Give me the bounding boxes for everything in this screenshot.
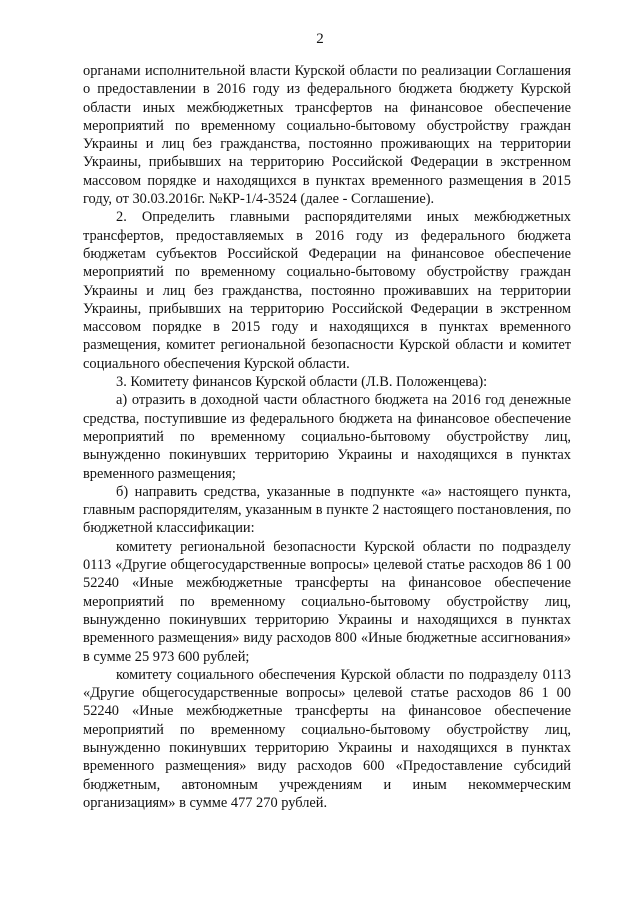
paragraph-subitem-b: б) направить средства, указанные в подпункте «а» настоящего пункта, главным распорядителям, указанным в пункте 2 настоящего постановления, по бюджетной классификации: — [83, 483, 571, 537]
paragraph-regional-security: комитету региональной безопасности Курской области по подразделу 0113 «Другие общегосударственные вопросы» целевой статье расходов 86 1 00 52240 «Иные межбюджетные трансферты на финансовое обеспечение мероприятий по временному социально-бытовому обустройству лиц, вынужденно покинувших территорию Украины и находящихся в пунктах временного размещения» виду расходов 800 «Иные бюджетные ассигнования» в сумме 25 973 600 рублей; — [83, 538, 571, 665]
paragraph-item-3: 3. Комитету финансов Курской области (Л.В. Положенцева): — [116, 374, 488, 391]
paragraph-subitem-a: а) отразить в доходной части областного бюджета на 2016 год денежные средства, поступившие из федерального бюджета на финансовое обеспечение мероприятий по временному социально-бытовому обустройству лиц, вынужденно покинувших территорию Украины и находящихся в пунктах временного размещения; — [83, 392, 571, 482]
page-number: 2 — [316, 31, 324, 47]
paragraph-social-security: комитету социального обеспечения Курской области по подразделу 0113 «Другие общегосударственные вопросы» целевой статье расходов 86 1 00 52240 «Иные межбюджетные трансферты на финансовое обеспечение мероприятий по временному социально-бытовому обустройству лиц, вынужденно покинувших территорию Украины и находящихся в пунктах временного размещения» виду расходов 600 «Предоставление субсидий бюджетным, автономным учреждениям и иным некоммерческим организациям» в сумме 477 270 рублей. — [83, 666, 571, 811]
paragraph-continuation: органами исполнительной власти Курской области по реализации Соглашения о предоставлении в 2016 году из федерального бюджета бюджету Курской области иных межбюджетных трансфертов на финансовое обеспечение мероприятий по временному социально-бытовому обустройству граждан Украины и лиц без гражданства, постоянно проживающих на территории Украины, прибывших на территорию Российской Федерации в экстренном массовом порядке и находящихся в пунктах временного размещения в 2015 году, от 30.03.2016г. №КР-1/4-3524 (далее - Соглашение). — [83, 63, 571, 208]
document-body — [83, 62, 571, 812]
paragraph-item-2: 2. Определить главными распорядителями иных межбюджетных трансфертов, предоставляемых в 2016 году из федерального бюджета бюджетам субъектов Российской Федерации на финансовое обеспечение мероприятий по временному социально-бытовому обустройству граждан Украины и лиц без гражданства, постоянно проживавших на территории Украины, прибывших на территорию Российской Федерации в экстренном массовом порядке в 2015 году и находящихся в пунктах временного размещения, комитет региональной безопасности Курской области и комитет социального обеспечения Курской области. — [83, 209, 571, 372]
